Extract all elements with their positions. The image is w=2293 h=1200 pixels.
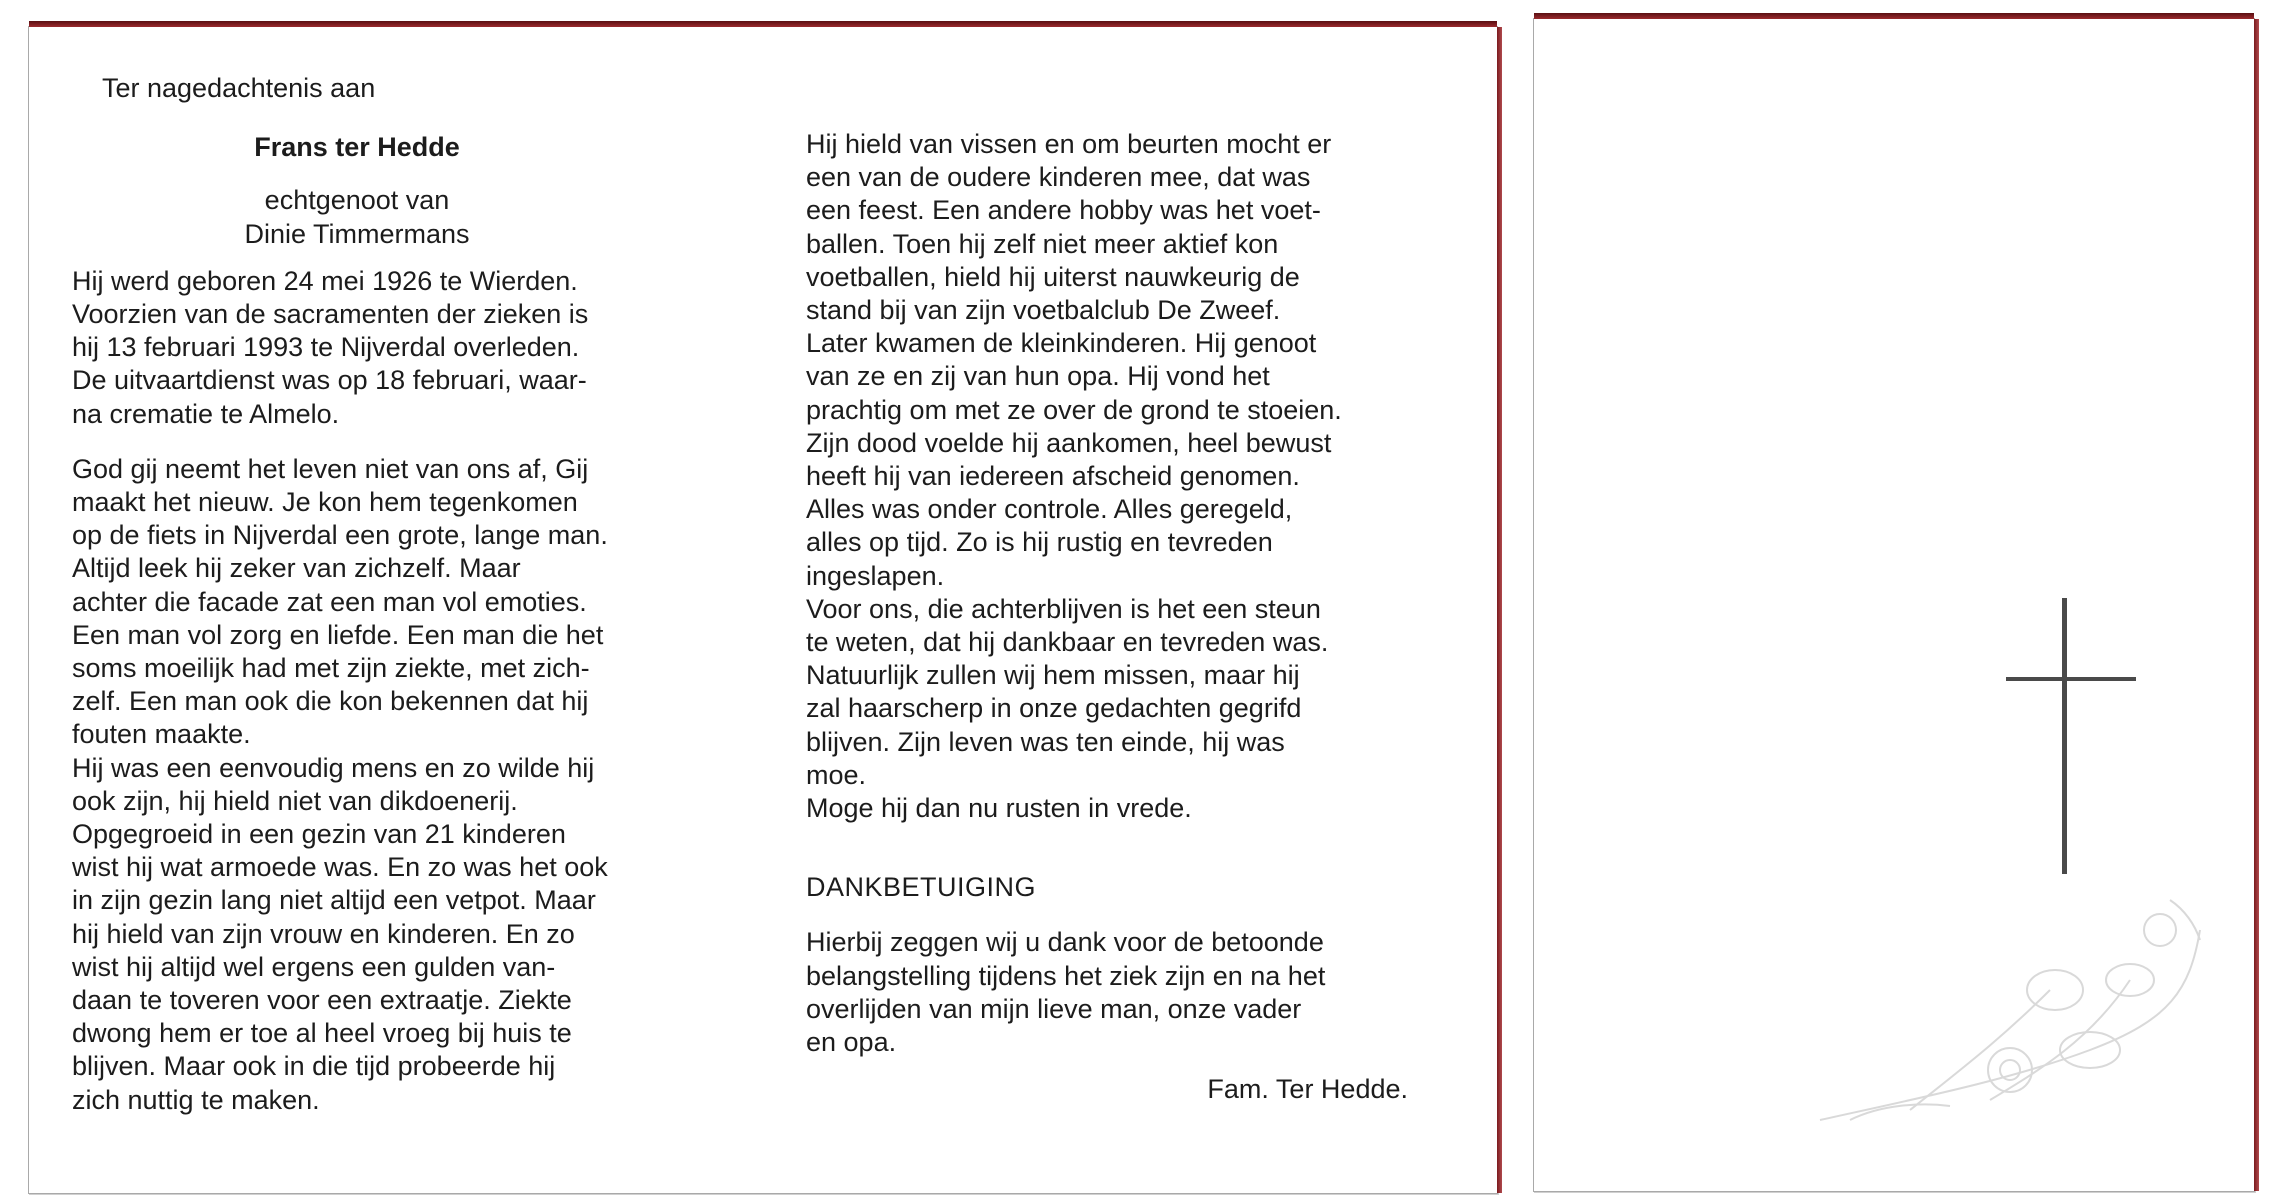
thanks-heading: DANKBETUIGING: [806, 872, 1037, 903]
deceased-name: Frans ter Hedde: [254, 132, 460, 163]
tribute-paragraph-1: God gij neemt het leven niet van ons af, Gij maakt het nieuw. Je kon hem tegenkomen op de fiets in Nijverdal een grote, lange man. Altijd leek hij zeker van zichzelf. Maar achter die facade zat een man vol emoties. Een man vol zorg en liefde. Een man die het soms moeilijk had met zijn ziekte, met zich- zelf. Een man ook die kon bekennen dat hij fouten maakte.: [72, 453, 608, 750]
signature: Fam. Ter Hedde.: [1207, 1074, 1408, 1105]
grandchildren-paragraph: Later kwamen de kleinkinderen. Hij genoot van ze en zij van hun opa. Hij vond het prachtig om met ze over de grond te stoeien. Zijn dood voelde hij aankomen, heel bewust heeft hij van iedereen afscheid genomen. Alles was onder controle. Alles geregeld, alles op tijd. Zo is hij rustig en tevreden ingeslapen.: [806, 328, 1342, 591]
spouse-label: echtgenoot van: [264, 185, 450, 216]
floral-flower-2: [2144, 914, 2176, 946]
left-column: [72, 72, 642, 1117]
birth-death-paragraph: Hij werd geboren 24 mei 1926 te Wierden. Voorzien van de sacramenten der zieken is hij 13 februari 1993 te Nijverdal overleden. De uitvaartdienst was op 18 februari, waar- na crematie te Almelo.: [72, 265, 589, 429]
thanks-paragraph: Hierbij zeggen wij u dank voor de betoonde belangstelling tijdens het ziek zijn en na het overlijden van mijn lieve man, onze vader en opa.: [806, 927, 1326, 1058]
floral-stem-3: [1990, 980, 2130, 1100]
floral-ornament-icon: [1790, 870, 2210, 1150]
farewell-paragraph: Voor ons, die achterblijven is het een steun te weten, dat hij dankbaar en tevreden was. Natuurlijk zullen wij hem missen, maar hij zal haarscherp in onze gedachten gegrifd blijven. Zijn leven was ten einde, hij was moe.: [806, 593, 1329, 790]
floral-stem-2: [1910, 990, 2050, 1110]
card-right-edge: [1497, 27, 1502, 1193]
cross-horizontal-bar: [2006, 677, 2136, 681]
tribute-paragraph-2: Hij was een eenvoudig mens en zo wilde hij ook zijn, hij hield niet van dikdoenerij. Opgegroeid in een gezin van 21 kinderen wist hij wat armoede was. En zo was het ook in zijn gezin lang niet altijd een vetpot. Maar hij hield van zijn vrouw en kinderen. En zo wist hij altijd wel ergens een gulden van- daan te toveren voor een extraatje. Ziekte dwong hem er toe al heel vroeg bij huis te blijven. Maar ook in die tijd probeerde hij zich nuttig te maken.: [72, 752, 608, 1115]
dedication-text: Ter nagedachtenis aan: [102, 73, 376, 103]
spouse-name: Dinie Timmermans: [244, 218, 470, 249]
floral-leaf-1: [2027, 970, 2083, 1010]
front-card-top-edge: [1534, 13, 2254, 19]
floral-leaf-4: [1850, 1104, 1950, 1120]
right-column: [806, 128, 1408, 1106]
hobby-paragraph: Hij hield van vissen en om beurten mocht er een van de oudere kinderen mee, dat was een feest. Een andere hobby was het voet- ballen. Toen hij zelf niet meer aktief kon voetballen, hield hij uiterst nauwkeurig de stand bij van zijn voetbalclub De Zweef.: [806, 129, 1332, 326]
cross-vertical-bar: [2062, 598, 2067, 874]
floral-flower-center-1: [2000, 1060, 2020, 1080]
front-card-right-edge: [2254, 19, 2259, 1191]
rest-in-peace-line: Moge hij dan nu rusten in vrede.: [806, 793, 1192, 824]
floral-flower-1: [1988, 1048, 2032, 1092]
card-top-edge: [29, 21, 1497, 27]
